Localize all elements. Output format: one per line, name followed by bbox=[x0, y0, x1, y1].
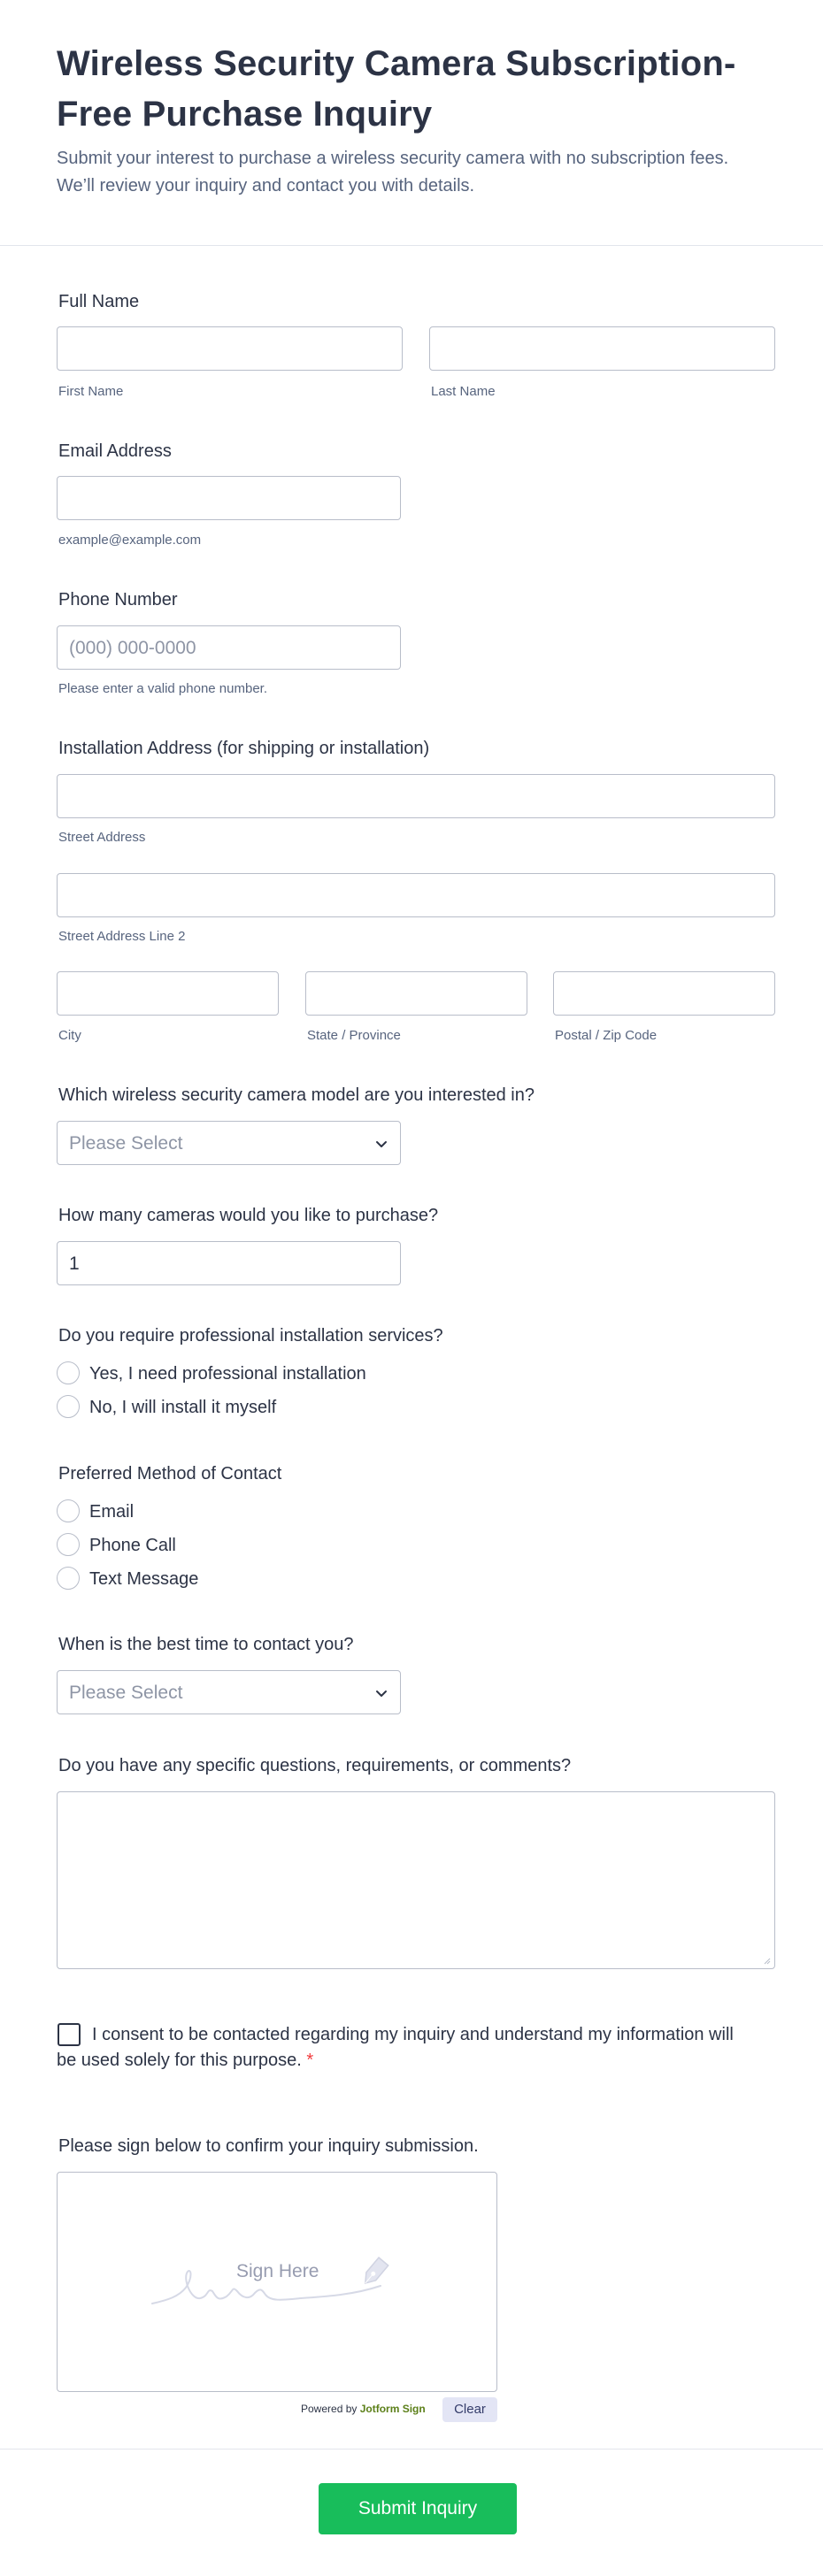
contact-time-select[interactable]: Please Select bbox=[57, 1670, 401, 1714]
radio-button[interactable] bbox=[57, 1361, 80, 1384]
signature-label: Please sign below to confirm your inquiry submission. bbox=[58, 2136, 479, 2156]
consent-text: I consent to be contacted regarding my inquiry and understand my information will be used solely for this purpose. * bbox=[57, 2025, 734, 2070]
email-input[interactable] bbox=[57, 476, 401, 520]
form-subtitle: Submit your interest to purchase a wireless security camera with no subscription fees. We’ll review your inquiry and contact you with details. bbox=[57, 149, 729, 196]
submit-button[interactable]: Submit Inquiry bbox=[319, 2483, 517, 2534]
resize-grip-icon[interactable] bbox=[762, 1956, 771, 1965]
street-address-input[interactable] bbox=[57, 774, 775, 818]
form-header bbox=[0, 0, 823, 246]
email-label: Email Address bbox=[58, 441, 172, 461]
radio-button[interactable] bbox=[57, 1567, 80, 1590]
street-address-sublabel: Street Address bbox=[58, 830, 146, 845]
phone-input[interactable]: (000) 000-0000 bbox=[57, 625, 401, 670]
jotform-sign-link[interactable]: Jotform Sign bbox=[359, 2403, 426, 2415]
camera-model-select[interactable]: Please Select bbox=[57, 1121, 401, 1165]
city-input[interactable] bbox=[57, 971, 279, 1016]
zip-input[interactable] bbox=[553, 971, 775, 1016]
radio-button[interactable] bbox=[57, 1533, 80, 1556]
powered-by-text: Powered by Jotform Sign bbox=[301, 2403, 426, 2415]
chevron-down-icon bbox=[373, 1136, 389, 1152]
street-address-line2-sublabel: Street Address Line 2 bbox=[58, 929, 186, 944]
last-name-sublabel: Last Name bbox=[431, 384, 496, 399]
zip-sublabel: Postal / Zip Code bbox=[555, 1028, 658, 1043]
address-label: Installation Address (for shipping or installation) bbox=[58, 739, 430, 758]
street-address-line2-input[interactable] bbox=[57, 873, 775, 917]
phone-label: Phone Number bbox=[58, 590, 178, 610]
comments-label: Do you have any specific questions, requirements, or comments? bbox=[58, 1756, 572, 1775]
last-name-input[interactable] bbox=[429, 326, 775, 371]
phone-sublabel: Please enter a valid phone number. bbox=[58, 681, 267, 696]
first-name-input[interactable] bbox=[57, 326, 403, 371]
contact-method-label: Preferred Method of Contact bbox=[58, 1464, 282, 1484]
installation-label: Do you require professional installation services? bbox=[58, 1326, 443, 1346]
form-footer bbox=[0, 2449, 823, 2576]
email-sublabel: example@example.com bbox=[58, 533, 202, 548]
state-input[interactable] bbox=[305, 971, 527, 1016]
chevron-down-icon bbox=[373, 1685, 389, 1701]
signature-pad[interactable] bbox=[57, 2172, 497, 2392]
quantity-input[interactable]: 1 bbox=[57, 1241, 401, 1285]
state-sublabel: State / Province bbox=[307, 1028, 401, 1043]
city-sublabel: City bbox=[58, 1028, 81, 1043]
contact-time-label: When is the best time to contact you? bbox=[58, 1635, 354, 1654]
comments-textarea[interactable] bbox=[57, 1791, 775, 1969]
clear-signature-button[interactable]: Clear bbox=[442, 2397, 497, 2422]
full-name-label: Full Name bbox=[58, 292, 140, 311]
camera-model-label: Which wireless security camera model are you interested in? bbox=[58, 1085, 535, 1105]
sign-here-placeholder: Sign Here bbox=[236, 2261, 319, 2281]
required-mark: * bbox=[306, 2051, 314, 2070]
form-title: Wireless Security Camera Subscription-Free Purchase Inquiry bbox=[57, 44, 736, 134]
radio-button[interactable] bbox=[57, 1499, 80, 1522]
quantity-label: How many cameras would you like to purchase? bbox=[58, 1206, 439, 1225]
radio-button[interactable] bbox=[57, 1395, 80, 1418]
first-name-sublabel: First Name bbox=[58, 384, 124, 399]
